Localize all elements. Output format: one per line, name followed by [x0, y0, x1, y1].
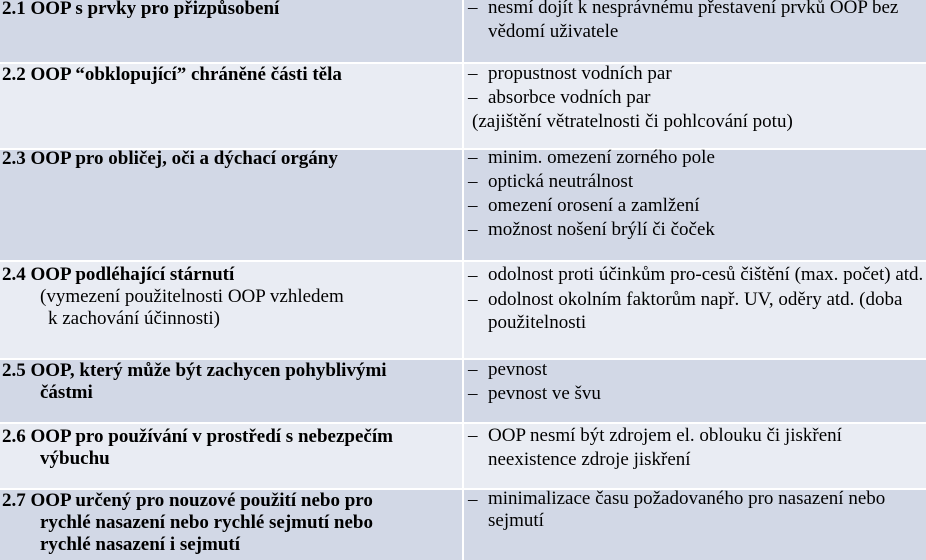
dash-bullet: – [468, 171, 478, 192]
list-item: – minim. omezení zorného pole [468, 147, 715, 168]
row-title: 2.5 OOP, který může být zachycen pohyblivými [2, 360, 387, 381]
table-row [0, 490, 926, 560]
row-title-continuation: částmi [40, 382, 93, 403]
list-item: – pevnost [468, 359, 548, 380]
row-title-cell [0, 0, 464, 62]
list-item: – odolnost proti účinkům pro-cesů čištění (max. počet) atd. [468, 264, 924, 286]
row-requirements-cell [464, 147, 926, 260]
row-title-cell [0, 64, 464, 148]
row-title: 2.3 OOP pro obličej, oči a dýchací orgány [2, 148, 338, 169]
dash-bullet: – [468, 147, 478, 168]
table-row [0, 64, 926, 148]
dash-bullet: – [468, 383, 478, 404]
row-title: 2.1 OOP s prvky pro přizpůsobení [2, 0, 280, 19]
row-note: (zajištění větratelnosti či pohlcování potu) [472, 111, 793, 132]
row-note: neexistence zdroje jiskření [488, 449, 691, 470]
list-item: – omezení orosení a zamlžení [468, 195, 700, 216]
row-title: 2.4 OOP podléhající stárnutí [2, 264, 235, 285]
dash-bullet: – [468, 289, 478, 310]
row-requirements-cell [464, 64, 926, 148]
list-item: – odolnost okolním faktorům např. UV, oděry atd. (doba použitelnosti [468, 289, 903, 333]
row-requirements-cell [464, 424, 926, 488]
dash-bullet: – [468, 265, 478, 286]
list-item: – nesmí dojít k nesprávnému přestavení prvků OOP bez vědomí uživatele [468, 0, 926, 44]
dash-bullet: – [468, 0, 478, 18]
row-requirements-cell [464, 490, 926, 560]
dash-bullet: – [468, 489, 478, 510]
row-title-cell [0, 360, 464, 422]
list-item: – OOP nesmí být zdrojem el. oblouku či jiskření [468, 425, 842, 446]
row-title-cell [0, 424, 464, 488]
row-title: 2.7 OOP určený pro nouzové použití nebo pro [2, 490, 373, 511]
row-title-note: (vymezení použitelnosti OOP vzhledem [40, 286, 344, 307]
row-title-cell [0, 150, 464, 260]
dash-bullet: – [468, 425, 478, 446]
list-item: – možnost nošení brýlí či čoček [468, 219, 715, 240]
row-title: 2.6 OOP pro používání v prostředí s nebezpečím [2, 426, 393, 447]
row-title-note: k zachování účinnosti) [48, 308, 221, 329]
row-title-cell [0, 262, 464, 358]
table-row [0, 0, 926, 62]
row-title-continuation: výbuchu [40, 448, 110, 469]
list-item: – minimalizace času požadovaného pro nasazení nebo sejmutí [468, 488, 886, 531]
dash-bullet: – [468, 359, 478, 380]
table-row [0, 147, 926, 260]
row-requirements-cell [464, 262, 926, 358]
table-row [0, 424, 926, 488]
dash-bullet: – [468, 87, 478, 108]
row-title: 2.2 OOP “obklopující” chráněné části těla [2, 64, 342, 85]
list-item: – propustnost vodních par [468, 63, 672, 84]
dash-bullet: – [468, 63, 478, 84]
dash-bullet: – [468, 219, 478, 240]
table-row [0, 262, 926, 358]
row-title-continuation: rychlé nasazení i sejmutí [40, 534, 241, 555]
row-title-cell [0, 490, 464, 560]
row-requirements-cell [464, 0, 926, 62]
table-row [0, 360, 926, 422]
row-title-continuation: rychlé nasazení nebo rychlé sejmutí nebo [40, 512, 374, 533]
row-requirements-cell [464, 360, 926, 422]
list-item: – optická neutrálnost [468, 171, 634, 192]
list-item: – pevnost ve švu [468, 383, 601, 404]
list-item: – absorbce vodních par [468, 87, 651, 108]
dash-bullet: – [468, 195, 478, 216]
